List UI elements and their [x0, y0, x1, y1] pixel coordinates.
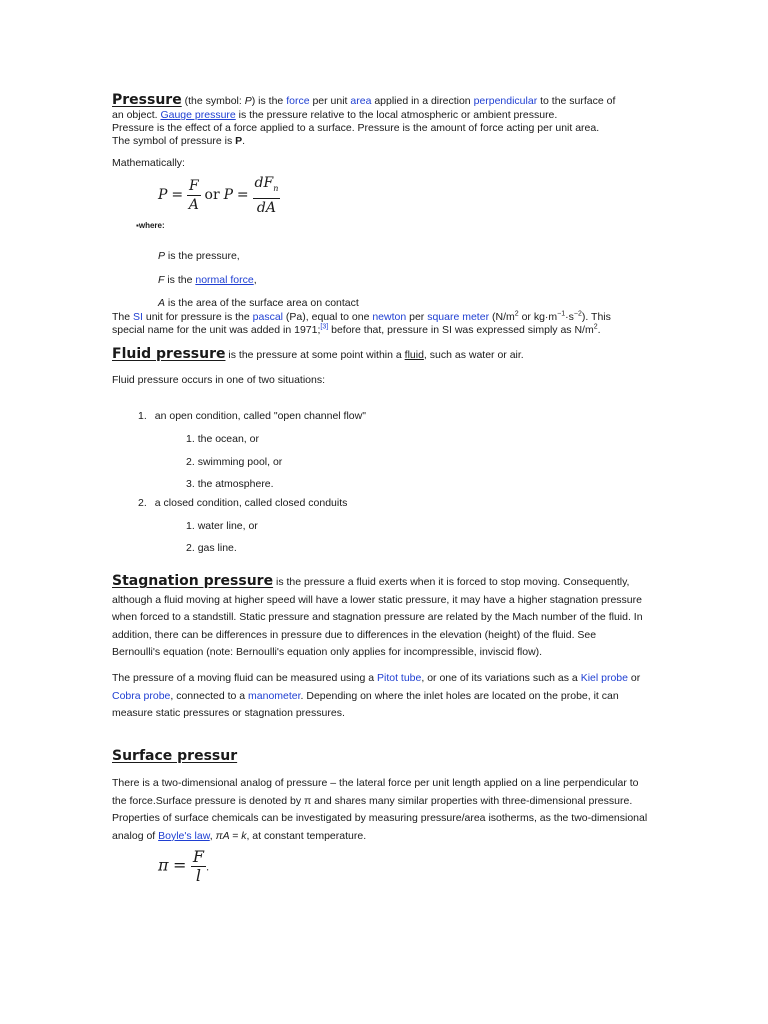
stagnation-section: Stagnation pressure is the pressure a fluid exerts when it is forced to stop moving. Consequently, although a fluid moving at higher speed will have a lower static pressure, it may have a higher stagnation pressure when forced to a standstill. Static pressure and stagnation pressure are related by the Mach number of the fluid. In addition, there can be differences in pressure due to differences in the elevation (height) of the fluid. See Bernoulli's equation (note: Bernoulli's equation only applies for incompressible, inviscid flow). The pressure of a moving fluid can be measured using a Pitot tube, or one of its variations such as a Kiel probe or Cobra probe, connected to a manometer. Depending on where the inlet holes are located on the probe, it can measure static pressures or stagnation pressures.: [112, 573, 643, 720]
fluid-pressure-heading: Fluid pressure: [112, 346, 226, 362]
pressure-heading: Pressure: [112, 92, 182, 108]
fluid-occurs-text: Fluid pressure occurs in one of two situations:: [112, 374, 326, 386]
definition-p: P is the pressure,: [158, 250, 240, 262]
link-kiel-probe[interactable]: Kiel probe: [580, 671, 628, 684]
link-boyles-law[interactable]: Boyle's law: [158, 829, 210, 842]
pressure-section: Pressure (the symbol: P) is the force per unit area applied in a direction perpendicular to the surface of an object. Gauge pressure is the pressure relative to the local atmospheric or ambient pressure. Pressure is the effect of a force applied to a surface. Pressure is the amount of force acting per unit area. The symbol of pressure is P.: [112, 92, 616, 147]
link-gauge-pressure[interactable]: Gauge pressure: [160, 109, 236, 121]
fraction-dfn-over-da: $\frac{dF_n}{dA}$: [254, 175, 279, 216]
link-cobra-probe[interactable]: Cobra probe: [112, 689, 171, 702]
reference-3[interactable]: [3]: [320, 323, 329, 331]
link-manometer[interactable]: manometer: [248, 689, 301, 702]
where-label: ▪where:: [136, 221, 165, 230]
definition-a: A is the area of the surface area on contact: [158, 297, 359, 309]
link-pascal[interactable]: pascal: [252, 311, 284, 323]
surface-pressure-heading: Surface pressur: [112, 748, 238, 764]
surface-pressure-paragraph: There is a two-dimensional analog of pressure – the lateral force per unit length applied on a line perpendicular to the force.Surface pressure is denoted by π and shares many similar properties with three-dimensional pressure. Properties of surface chemicals can be investigated by measuring pressure/area isotherms, as the two-dimensional analog of Boyle's law, πA = k, at constant temperature.: [112, 777, 648, 842]
link-square-meter[interactable]: square meter: [427, 311, 490, 323]
link-newton[interactable]: newton: [372, 311, 407, 323]
stagnation-pressure-heading: Stagnation pressure: [112, 573, 274, 589]
fluid-pressure-intro: Fluid pressure is the pressure at some point within a fluid, such as water or air.: [112, 346, 524, 362]
sub-list-item: 3. the atmosphere.: [186, 478, 274, 490]
si-unit-paragraph: The SI unit for pressure is the pascal (Pa), equal to one newton per square meter ($N/m^2$ or $kg\cdot m^{-1}\cdot s^{-2}$). This special name for the unit was added in 1971;[3] before that, pressure in SI was expressed simply as $N/m^2$.: [112, 310, 611, 336]
link-si[interactable]: SI: [133, 311, 143, 323]
list-item: 1. an open condition, called "open channel flow": [138, 410, 366, 422]
mathematically-label: Mathematically:: [112, 157, 185, 169]
link-force[interactable]: force: [286, 95, 310, 107]
fraction-f-over-a: $\frac{F}{A}$: [188, 177, 199, 213]
link-pitot-tube[interactable]: Pitot tube: [376, 671, 422, 684]
link-perpendicular[interactable]: perpendicular: [473, 95, 538, 107]
sub-list-item: 1. water line, or: [186, 520, 258, 532]
surface-pressure-formula: π = $\frac{F}{l}$ .: [158, 847, 210, 885]
sub-list-item: 2. swimming pool, or: [186, 456, 283, 468]
sub-list-item: 1. the ocean, or: [186, 433, 259, 445]
pressure-formula: P = $\frac{F}{A}$ or P = $\frac{dF_n}{dA}$: [158, 175, 279, 216]
fraction-f-over-l: $\frac{F}{l}$: [192, 847, 204, 885]
link-normal-force[interactable]: normal force: [195, 274, 254, 286]
link-fluid[interactable]: fluid: [404, 349, 424, 361]
definition-f: F is the normal force,: [158, 274, 257, 286]
pressure-definition-line: Pressure is the effect of a force applied to a surface. Pressure is the amount of force acting per unit area.: [112, 122, 600, 134]
list-item: 2. a closed condition, called closed conduits: [138, 497, 348, 509]
link-area[interactable]: area: [350, 95, 372, 107]
sub-list-item: 2. gas line.: [186, 542, 237, 554]
